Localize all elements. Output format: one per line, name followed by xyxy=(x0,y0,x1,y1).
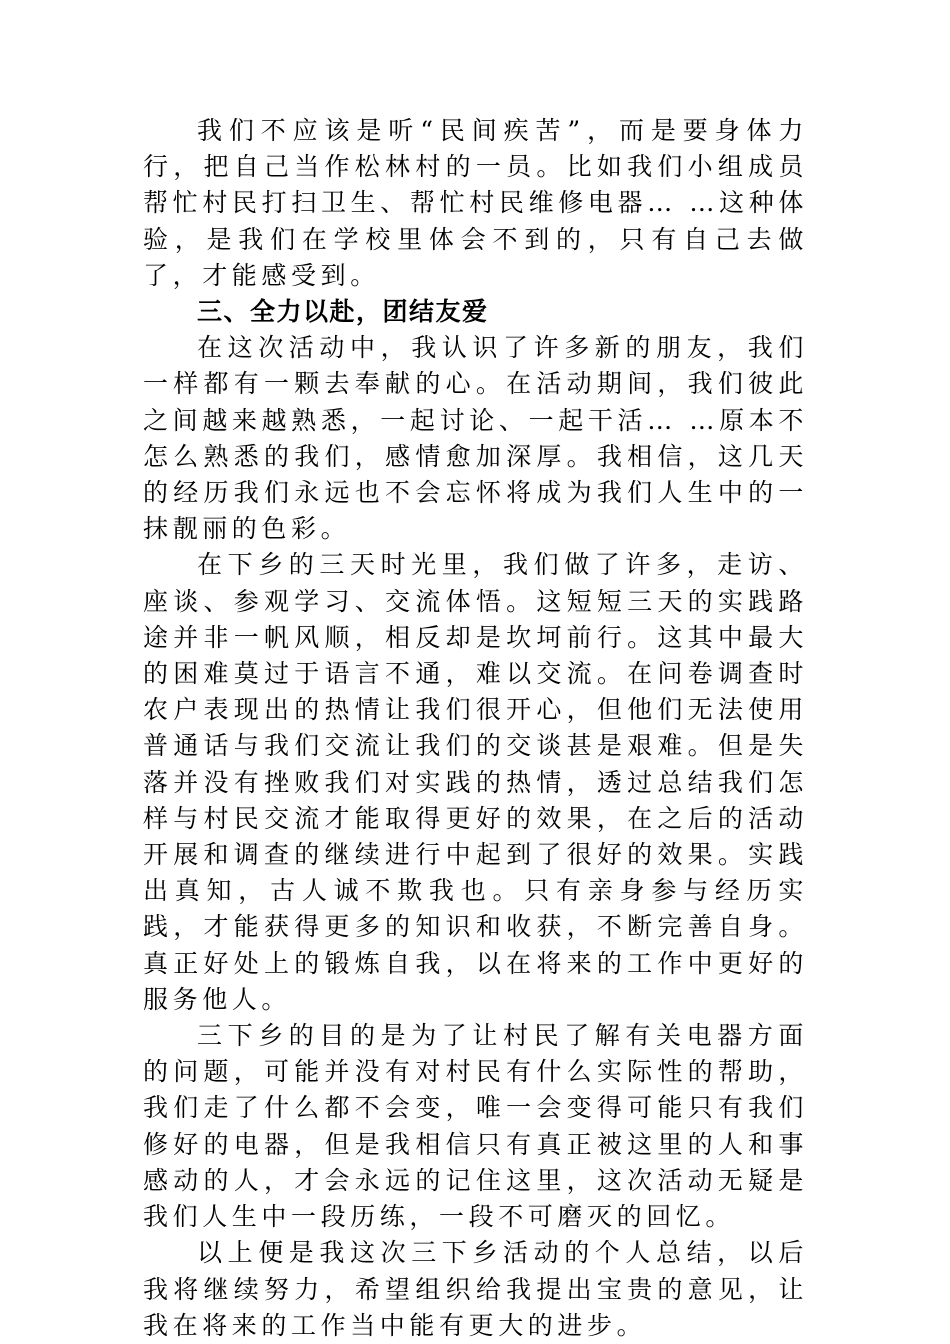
body-paragraph-3: 在下乡的三天时光里，我们做了许多，走访、座谈、参观学习、交流体悟。这短短三天的实践路途并非一帆风顺，相反却是坎坷前行。这其中最大的困难莫过于语言不通，难以交流。在问卷调查时农户表现出的热情让我们很开心，但他们无法使用普通话与我们交流让我们的交谈甚是艰难。但是失落并没有挫败我们对实践的热情，透过总结我们怎样与村民交流才能取得更好的效果，在之后的活动开展和调查的继续进行中起到了很好的效果。实践出真知，古人诚不欺我也。只有亲身参与经历实践，才能获得更多的知识和收获，不断完善自身。真正好处上的锻炼自我，以在将来的工作中更好的服务他人。 xyxy=(143,550,808,1014)
body-paragraph-4: 三下乡的目的是为了让村民了解有关电器方面的问题，可能并没有对村民有什么实际性的帮助，我们走了什么都不会变，唯一会变得可能只有我们修好的电器，但是我相信只有真正被这里的人和事感动的人，才会永远的记住这里，这次活动无疑是我们人生中一段历练，一段不可磨灭的回忆。 xyxy=(143,1021,808,1232)
document-body xyxy=(143,113,808,1344)
section-heading-3: 三、全力以赴，团结友爱 xyxy=(197,297,489,327)
body-paragraph-2: 在这次活动中，我认识了许多新的朋友，我们一样都有一颗去奉献的心。在活动期间，我们彼此之间越来越熟悉，一起讨论、一起干活… …原本不怎么熟悉的我们，感情愈加深厚。我相信，这几天的经历我们永远也不会忘怀将成为我们人生中的一抹靓丽的色彩。 xyxy=(143,333,808,544)
body-paragraph-1: 我们不应该是听“民间疾苦”，而是要身体力行，把自己当作松林村的一员。比如我们小组成员帮忙村民打扫卫生、帮忙村民维修电器… …这种体验，是我们在学校里体会不到的，只有自己去做了，才能感受到。 xyxy=(143,116,808,290)
body-paragraph-5: 以上便是我这次三下乡活动的个人总结，以后我将继续努力，希望组织给我提出宝贵的意见，让我在将来的工作当中能有更大的进步。 xyxy=(143,1238,808,1340)
